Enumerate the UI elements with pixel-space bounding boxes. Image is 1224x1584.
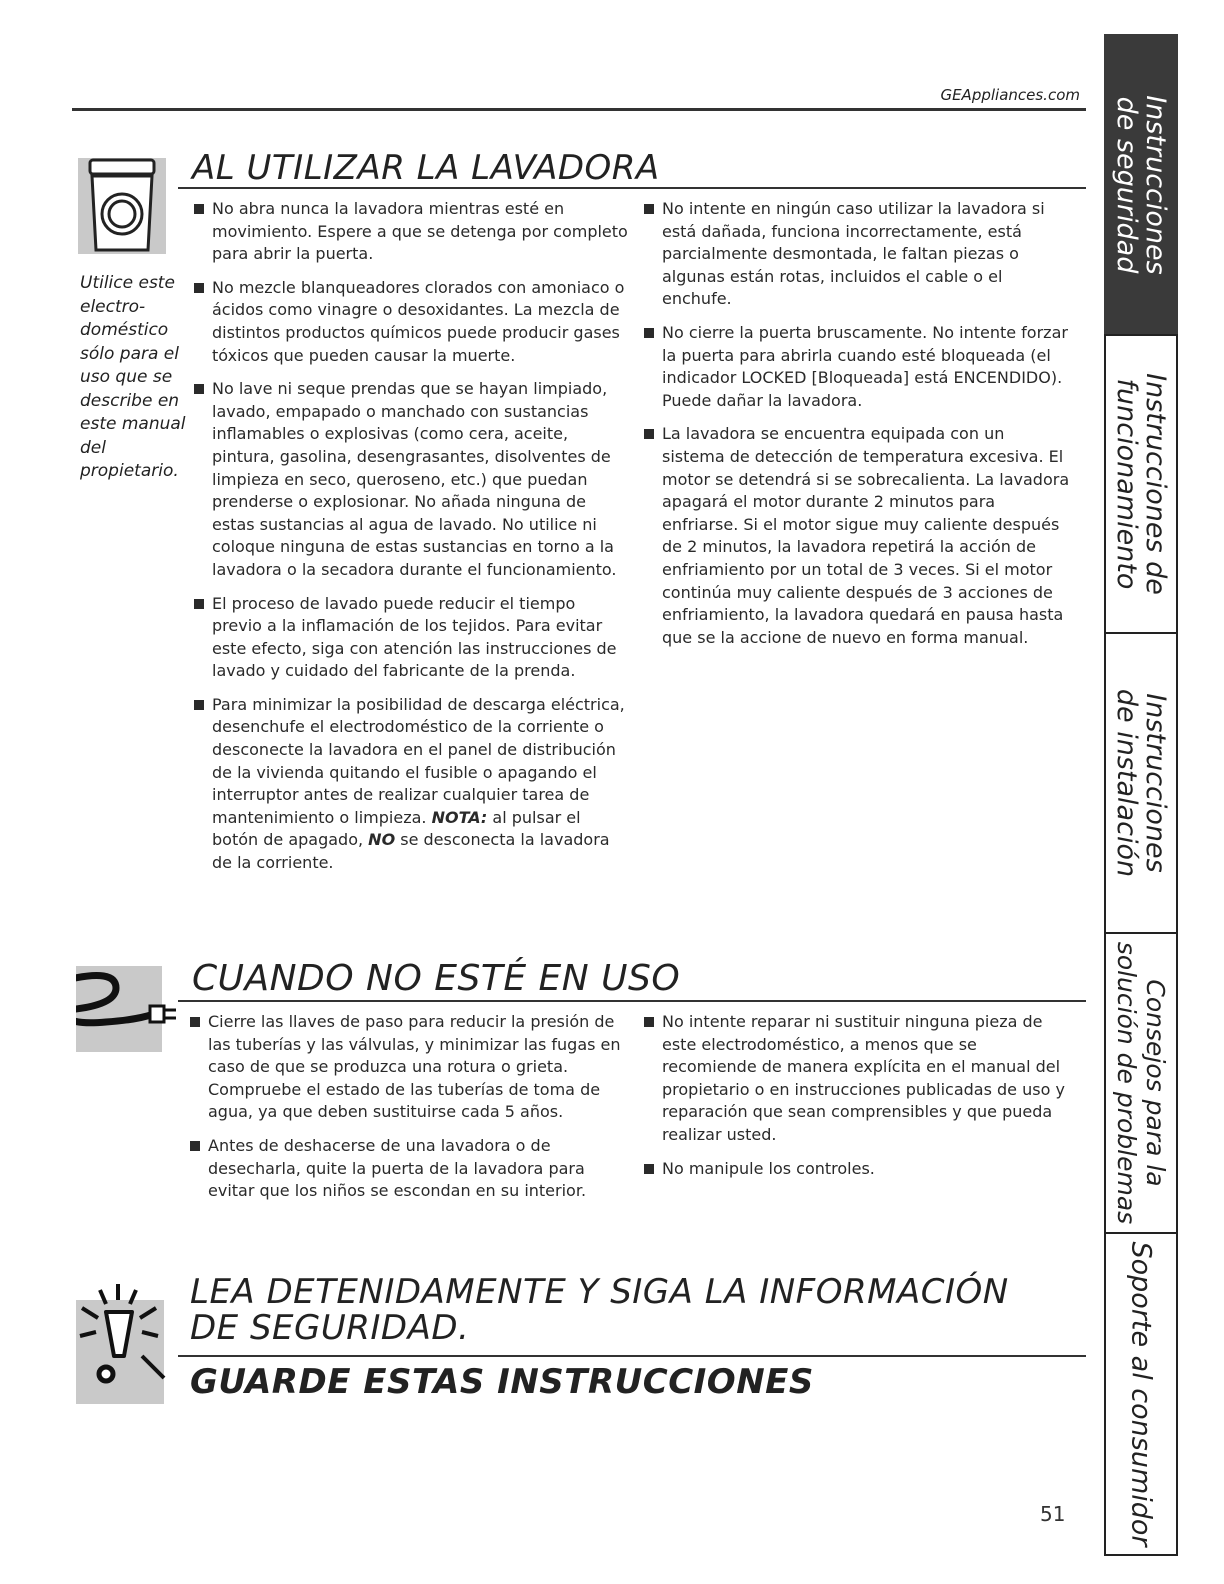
tab-troubleshooting[interactable] (1104, 932, 1178, 1234)
bullet-item-shock (192, 694, 628, 875)
warning-line-2: DE SEGURIDAD. (190, 1308, 470, 1348)
tab-label-line: funcionamiento (1111, 378, 1142, 590)
bullet-item: No intente reparar ni sustituir ninguna pieza de este electrodoméstico, a menos que se recomiende de manera explícita en el manual del propietario o en instrucciones publicadas de uso y reparación que sean comprensibles y que pueda realizar usted. (642, 1011, 1072, 1147)
bullet-item: No manipule los controles. (642, 1158, 1072, 1181)
site-url: GEAppliances.com (940, 86, 1080, 104)
note-no: NO (368, 830, 396, 850)
tab-label-line: Consejos para la (1141, 979, 1170, 1187)
tab-safety-instructions[interactable] (1104, 34, 1178, 336)
section2-left-column (188, 1011, 632, 1214)
section-title-not-in-use: CUANDO NO ESTÉ EN USO (192, 958, 681, 999)
tab-label-line: de instalación (1111, 688, 1142, 878)
warning-icon (76, 1300, 164, 1404)
tab-label (1112, 95, 1170, 274)
side-note: Utilice este electro-doméstico sólo para el uso que se describe en este manual del propietario. (80, 273, 186, 481)
tab-label-line: Instrucciones de (1140, 373, 1171, 595)
section2-right-column (642, 1011, 1072, 1191)
section1-left-column (192, 198, 628, 886)
tab-label (1127, 1241, 1156, 1546)
bullet-item: No abra nunca la lavadora mientras esté en movimiento. Espere a que se detenga por completo para abrir la puerta. (192, 198, 628, 266)
bullet-item: No intente en ningún caso utilizar la lavadora si está dañada, funciona incorrectamente, está parcialmente desmontada, le faltan piezas o algunas están rotas, incluidos el cable o el enchufe. (642, 198, 1072, 311)
washer-icon (78, 158, 166, 254)
bullet-item: El proceso de lavado puede reducir el tiempo previo a la inflamación de los tejidos. Para evitar este efecto, siga con atención las instrucciones de lavado y cuidado del fabricante de la prenda. (192, 593, 628, 683)
shock-text: Para minimizar la posibilidad de descarga eléctrica, desenchufe el electrodoméstico de la corriente o desconecte la lavadora en el panel de distribución de la vivienda quitando el fusible o apagando el interruptor antes de realizar cualquier tarea de mantenimiento o limpieza. (212, 694, 625, 827)
section1-right-column (642, 198, 1072, 660)
tab-label (1112, 942, 1170, 1224)
warning-rule (178, 1355, 1086, 1357)
tab-label (1112, 373, 1170, 595)
power-cord-icon (76, 966, 162, 1052)
tab-label-line: Instrucciones (1140, 95, 1171, 275)
section-tabs (1104, 34, 1178, 1556)
tab-label (1112, 689, 1170, 877)
tab-installation-instructions[interactable] (1104, 632, 1178, 934)
bullet-item: Cierre las llaves de paso para reducir la presión de las tuberías y las válvulas, y minimizar las fugas en caso de que se produzca una rotura o grieta. Compruebe el estado de las tuberías de toma de agua, ya que deben sustituirse cada 5 años. (188, 1011, 632, 1124)
section-rule-not-in-use (178, 1000, 1086, 1002)
bullet-item: La lavadora se encuentra equipada con un sistema de detección de temperatura excesiva. El motor se detendrá si se sobrecalienta. La lavadora apagará el motor durante 2 minutos para enfriarse. Si el motor sigue muy caliente después de 2 minutos, la lavadora repetirá la acción de enfriamiento por un total de 3 veces. Si el motor continúa muy caliente después de 3 acciones de enfriamiento, la lavadora quedará en pausa hasta que se la accione de nuevo en forma manual. (642, 423, 1072, 649)
section-rule-using (178, 187, 1086, 189)
warning-heading (190, 1274, 1009, 1346)
section-title-using: AL UTILIZAR LA LAVADORA (192, 148, 660, 188)
save-instructions: GUARDE ESTAS INSTRUCCIONES (190, 1362, 814, 1402)
bullet-item: No cierre la puerta bruscamente. No intente forzar la puerta para abrirla cuando esté bloqueada (el indicador LOCKED [Bloqueada] está ENCENDIDO). Puede dañar la lavadora. (642, 322, 1072, 412)
warning-line-1: LEA DETENIDAMENTE Y SIGA LA INFORMACIÓN (190, 1272, 1009, 1312)
page-number: 51 (1040, 1502, 1066, 1526)
note-text: al pulsar el botón de apagado, (212, 807, 581, 850)
tab-consumer-support[interactable] (1104, 1232, 1178, 1556)
bullet-item: No mezcle blanqueadores clorados con amoniaco o ácidos como vinagre o desoxidantes. La mezcla de distintos productos químicos puede producir gases tóxicos que pueden causar la muerte. (192, 277, 628, 367)
tab-label-line: Soporte al consumidor (1125, 1241, 1157, 1547)
header-rule (72, 108, 1086, 111)
tab-label-line: de seguridad (1111, 96, 1142, 274)
bullet-item: No lave ni seque prendas que se hayan limpiado, lavado, empapado o manchado con sustancias inflamables o explosivas (como cera, aceite, pintura, gasolina, desengrasantes, disolventes de limpieza en seco, queroseno, etc.) que puedan prenderse o explosionar. No añada ninguna de estas sustancias al agua de lavado. No utilice ni coloque ninguna de estas sustancias en torno a la lavadora o la secadora durante el funcionamiento. (192, 378, 628, 581)
bullet-item: Antes de deshacerse de una lavadora o de desecharla, quite la puerta de la lavadora para evitar que los niños se escondan en su interior. (188, 1135, 632, 1203)
tab-operating-instructions[interactable] (1104, 334, 1178, 634)
tab-label-line: Instrucciones (1140, 693, 1171, 873)
note-text-end: se desconecta la lavadora de la corriente. (212, 830, 610, 873)
note-label: NOTA: (431, 807, 488, 827)
tab-label-line: solución de problemas (1112, 941, 1141, 1225)
